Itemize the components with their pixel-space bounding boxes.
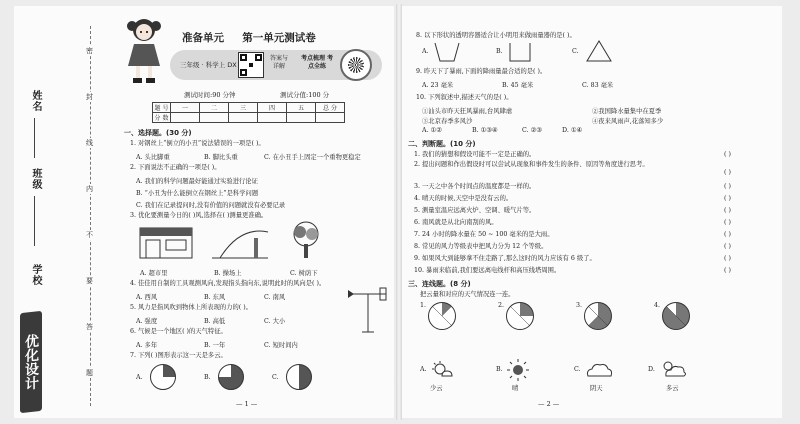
question-10: 10. 下列叙述中,描述天气的是( )。 <box>416 94 513 101</box>
q4-option-b[interactable]: B. 东风 <box>204 294 226 301</box>
q5-option-c[interactable]: C. 大小 <box>264 318 286 325</box>
q7-option-c[interactable]: C. <box>272 374 279 381</box>
q10-item-2: ②我国降水量集中在夏季 <box>592 108 662 115</box>
link-number: 1. <box>420 302 427 309</box>
question-1: 1. 对钢丝上“倒立的小丑”说法错误的一项是( )。 <box>130 140 265 147</box>
trapezoid-container-icon <box>434 42 460 62</box>
score-header-cell: 一 <box>171 103 200 113</box>
cloud-cover-pie-4[interactable] <box>662 302 690 330</box>
q3-option-c[interactable]: C. 树荫下 <box>290 270 318 277</box>
right-page <box>402 6 782 418</box>
name-line <box>34 118 35 158</box>
question-4: 4. 佳佳用自制的工具观测风向,发现指头指向东,说明此时的风向是( )。 <box>130 280 326 287</box>
score-cell[interactable] <box>171 113 200 123</box>
score-cell[interactable] <box>229 113 258 123</box>
cloud-cover-pie-2[interactable] <box>506 302 534 330</box>
judge-answer-box[interactable]: ( ) <box>724 169 731 176</box>
cut-char: 内 <box>86 185 93 193</box>
q1-option-b[interactable]: B. 脚比头重 <box>204 154 238 161</box>
page-number: — 2 — <box>538 400 560 408</box>
unit-tag: 准备单元 <box>182 32 224 44</box>
judge-answer-box[interactable]: ( ) <box>724 151 731 158</box>
q9-option-b[interactable]: B. 45 毫米 <box>502 82 534 89</box>
score-header-cell: 五 <box>287 103 316 113</box>
judge-item: 5. 测量室温应远离火炉、空调、暖气片等。 <box>414 207 536 214</box>
q10-option-b[interactable]: B. ①③④ <box>472 127 498 134</box>
q1-option-a[interactable]: A. 头比脚重 <box>136 154 170 161</box>
q10-option-d[interactable]: D. ①④ <box>562 127 583 134</box>
score-cell[interactable] <box>258 113 287 123</box>
judge-item: 6. 南风就是从北向南刮的风。 <box>414 219 498 226</box>
playground-picture <box>210 222 270 260</box>
judge-answer-box[interactable]: ( ) <box>724 219 731 226</box>
q2-option-c[interactable]: C. 我们在记录提问时,没有价值的问题就没有必要记录 <box>136 202 286 209</box>
judge-answer-box[interactable]: ( ) <box>724 183 731 190</box>
review-caption: 考点梳理 考点全练 <box>300 55 334 70</box>
q9-option-c[interactable]: C. 83 毫米 <box>582 82 614 89</box>
section-judge-title: 二、判断题。(10 分) <box>408 140 476 148</box>
cut-char: 不 <box>86 231 93 239</box>
link-number: 4. <box>654 302 661 309</box>
page-number: — 1 — <box>236 400 258 408</box>
score-header-cell: 二 <box>200 103 229 113</box>
score-cell[interactable] <box>287 113 316 123</box>
cloudy-icon[interactable] <box>660 358 688 380</box>
score-header-cell: 四 <box>258 103 287 113</box>
q4-option-a[interactable]: A. 西风 <box>136 294 158 301</box>
q4-option-c[interactable]: C. 南风 <box>264 294 286 301</box>
judge-item: 7. 24 小时的降水量在 50 ~ 100 毫米的是大雨。 <box>414 231 554 238</box>
q7-option-a[interactable]: A. <box>136 374 143 381</box>
test-header <box>122 14 384 88</box>
label-school: 学校 <box>30 264 41 286</box>
question-3: 3. 优化要测量今日的( )风,选择在( )测量更准确。 <box>130 212 268 219</box>
score-cell[interactable] <box>316 113 345 123</box>
score-table <box>152 102 345 123</box>
q10-item-1: ①汕头市昨天狂风暴雨,台风肆虐 <box>422 108 513 115</box>
q7-option-b[interactable]: B. <box>204 374 211 381</box>
seal-badge-icon <box>340 49 372 81</box>
q5-option-b[interactable]: B. 高低 <box>204 318 226 325</box>
weather-label: 晴 <box>512 385 519 392</box>
q8-option-a[interactable]: A. <box>422 48 429 55</box>
question-2: 2. 下面说法不正确的一项是( )。 <box>130 164 221 171</box>
weather-label: 阴天 <box>590 385 603 392</box>
cloud-cover-pie-c <box>286 364 312 390</box>
question-6: 6. 气候是一个地区( )的天气特征。 <box>130 328 227 335</box>
judge-item: 1. 我们的猜想和假设可能不一定是正确的。 <box>414 151 536 158</box>
link-option: A. <box>420 366 427 373</box>
cut-line <box>90 26 91 406</box>
sun-cloud-icon[interactable] <box>430 360 456 380</box>
q10-item-3: ③北京春季多风沙 <box>422 118 473 125</box>
q8-option-c[interactable]: C. <box>572 48 579 55</box>
cloud-cover-pie-b <box>218 364 244 390</box>
qr-caption: 答案与详解 <box>269 55 288 70</box>
cut-char: 要 <box>86 277 93 285</box>
cloud-cover-pie-1[interactable] <box>428 302 456 330</box>
question-8: 8. 以下形状的透明容器适合让小明用来做雨量器的是( )。 <box>416 32 576 39</box>
score-header-cell: 三 <box>229 103 258 113</box>
q10-option-a[interactable]: A. ①② <box>422 127 442 134</box>
exam-title: 第一单元测试卷 <box>242 32 316 44</box>
judge-answer-box[interactable]: ( ) <box>724 195 731 202</box>
score-cell[interactable] <box>200 113 229 123</box>
cylinder-container-icon <box>508 42 532 62</box>
q2-option-a[interactable]: A. 我们的科学问题最好能通过实验进行论证 <box>136 178 258 185</box>
q3-option-a[interactable]: A. 超市里 <box>140 270 168 277</box>
brand-logo: 优化设计 <box>20 311 42 413</box>
score-row-label: 分 数 <box>153 113 171 123</box>
q1-option-c[interactable]: C. 在小丑手上固定一个重物更稳定 <box>264 154 361 161</box>
link-option: C. <box>574 366 581 373</box>
score-header-cell: 题 号 <box>153 103 171 113</box>
cone-container-icon <box>586 40 612 62</box>
q9-option-a[interactable]: A. 23 毫米 <box>422 82 454 89</box>
weather-label: 少云 <box>430 385 443 392</box>
cloud-cover-pie-3[interactable] <box>584 302 612 330</box>
score-header-cell: 总 分 <box>316 103 345 113</box>
question-9: 9. 昨天下了暴雨,下面的降雨量最合适的是( )。 <box>416 68 547 75</box>
test-time: 测试时间:90 分钟 <box>184 91 236 99</box>
judge-answer-box[interactable]: ( ) <box>724 207 731 214</box>
cut-char: 题 <box>86 369 93 377</box>
judge-answer-box[interactable]: ( ) <box>724 267 731 274</box>
test-title <box>182 30 316 45</box>
section-link-title: 三、连线题。(8 分) <box>408 280 471 288</box>
section-choice-title: 一、选择题。(30 分) <box>124 129 192 137</box>
cloud-cover-pie-a <box>150 364 176 390</box>
weather-label: 多云 <box>666 385 679 392</box>
q6-option-a[interactable]: A. 多年 <box>136 342 158 349</box>
cut-char: 封 <box>86 93 93 101</box>
judge-answer-box[interactable]: ( ) <box>724 255 731 262</box>
link-option: B. <box>496 366 503 373</box>
cut-char: 密 <box>86 47 93 55</box>
test-score-total: 测试分值:100 分 <box>280 91 330 99</box>
judge-item: 10. 暴雨来临前,我们要远离电线杆和高压线塔周围。 <box>414 267 561 274</box>
q3-option-b[interactable]: B. 操场上 <box>214 270 242 277</box>
q5-option-a[interactable]: A. 强度 <box>136 318 158 325</box>
supermarket-picture <box>136 222 196 260</box>
label-class: 班级 <box>30 168 41 190</box>
link-intro: 把云量和对应的天气情况连一连。 <box>420 291 515 298</box>
sun-icon[interactable] <box>506 358 530 382</box>
judge-item: 3. 一天之中各个时间点的温度都是一样的。 <box>414 183 536 190</box>
girl-mascot-icon <box>122 14 168 86</box>
score-header-row <box>153 103 345 113</box>
q10-option-c[interactable]: C. ②③ <box>522 127 542 134</box>
judge-item: 8. 常见的风力等级表中把风力分为 12 个等级。 <box>414 243 548 250</box>
binding-margin <box>14 6 106 418</box>
cut-char: 线 <box>86 139 93 147</box>
link-number: 2. <box>498 302 505 309</box>
wind-vane-picture <box>344 278 390 334</box>
link-number: 3. <box>576 302 583 309</box>
class-line <box>34 196 35 246</box>
cut-char: 答 <box>86 323 93 331</box>
label-name: 姓名 <box>30 90 41 112</box>
qr-code-icon <box>238 52 264 78</box>
overcast-cloud-icon[interactable] <box>584 360 614 380</box>
left-page <box>14 6 394 418</box>
question-5: 5. 风力是指风吹到物体上所表现的力的( )。 <box>130 304 252 311</box>
judge-item: 4. 晴天的时候,天空中是没有云的。 <box>414 195 513 202</box>
judge-answer-box[interactable]: ( ) <box>724 243 731 250</box>
q6-option-c[interactable]: C. 短时间内 <box>264 342 298 349</box>
grade-label: 三年级 · 科学上 DX <box>180 61 237 69</box>
q6-option-b[interactable]: B. 一年 <box>204 342 226 349</box>
score-row <box>153 113 345 123</box>
q2-option-b[interactable]: B. “小丑为什么能倒立在钢丝上”是科学问题 <box>136 190 259 197</box>
question-7: 7. 下列( )图形表示这一天是多云。 <box>130 352 227 359</box>
q10-item-4: ④夜来风雨声,花落知多少 <box>592 118 664 125</box>
tree-shade-picture <box>286 220 326 260</box>
judge-item: 9. 如果风大到能够拿不住走路了,那么这时的风力应该有 6 级了。 <box>414 255 596 262</box>
judge-item: 2. 提出问题和作出假设时可以尝试从现象和事件发生的条件、原因等角度进行思考。 <box>414 161 649 168</box>
link-option: D. <box>648 366 655 373</box>
q8-option-b[interactable]: B. <box>496 48 503 55</box>
judge-answer-box[interactable]: ( ) <box>724 231 731 238</box>
